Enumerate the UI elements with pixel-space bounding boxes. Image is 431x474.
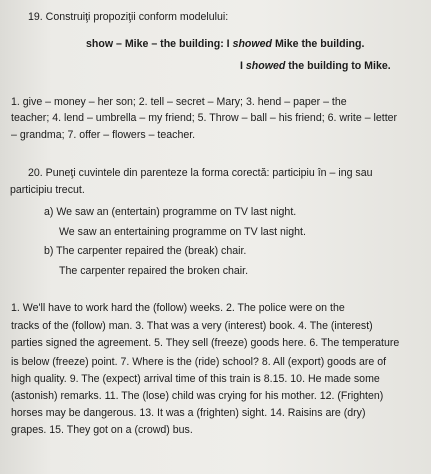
exercise-20-paragraph-line: grapes. 15. They got on a (crowd) bus.	[11, 424, 193, 436]
model-suffix-1: Mike the building.	[272, 38, 365, 50]
model-line2-prefix: I	[240, 60, 246, 72]
example-b: b) The carpenter repaired the (break) chair.	[44, 245, 247, 257]
model-verb-1: showed	[232, 38, 272, 50]
exercise-19-model-line-2	[240, 60, 391, 72]
exercise-20-paragraph-line: parties signed the agreement. 5. They sell (freeze) goods here. 6. The temperature	[11, 337, 400, 349]
exercise-19-line: 1. give – money – her son; 2. tell – secret – Mary; 3. hend – paper – the	[11, 96, 347, 108]
exercise-20-title-continued: participiu trecut.	[10, 184, 85, 196]
model-verb-2: showed	[245, 60, 286, 72]
exercise-20-paragraph-line: 1. We'll have to work hard the (follow) weeks. 2. The police were on the	[11, 302, 345, 314]
exercise-19-line: – grandma; 7. offer – flowers – teacher.	[11, 129, 196, 141]
model-line2-suffix: the building to Mike.	[285, 60, 391, 72]
model-prefix: show – Mike – the building: I	[86, 38, 233, 50]
exercise-20-paragraph-line: is below (freeze) point. 7. Where is the (ride) school? 8. All (export) goods are of	[11, 356, 387, 368]
example-a-answer: We saw an entertaining programme on TV last night.	[59, 226, 306, 238]
example-a: a) We saw an (entertain) programme on TV last night.	[44, 206, 297, 218]
exercise-20-paragraph-line: high quality. 9. The (expect) arrival time of this train is 8.15. 10. He made some	[11, 373, 380, 385]
exercise-19-line: teacher; 4. lend – umbrella – my friend; 5. Throw – ball – his friend; 6. write – letter	[11, 112, 398, 124]
exercise-20-title: 20. Puneţi cuvintele din parenteze la forma corectă: participiu în – ing sau	[28, 167, 373, 179]
exercise-20-paragraph-line: tracks of the (follow) man. 3. That was a very (interest) book. 4. The (interest)	[11, 320, 373, 332]
example-b-answer: The carpenter repaired the broken chair.	[59, 265, 249, 277]
exercise-20-paragraph-line: horses may be dangerous. 13. It was a (frighten) sight. 14. Raisins are (dry)	[11, 407, 366, 419]
exercise-19-title: 19. Construiţi propoziţii conform modelului:	[28, 11, 229, 23]
exercise-20-paragraph-line: (astonish) remarks. 11. The (lose) child was crying for his mother. 12. (Frighten)	[11, 390, 384, 402]
exercise-19-model-line-1	[86, 38, 364, 50]
